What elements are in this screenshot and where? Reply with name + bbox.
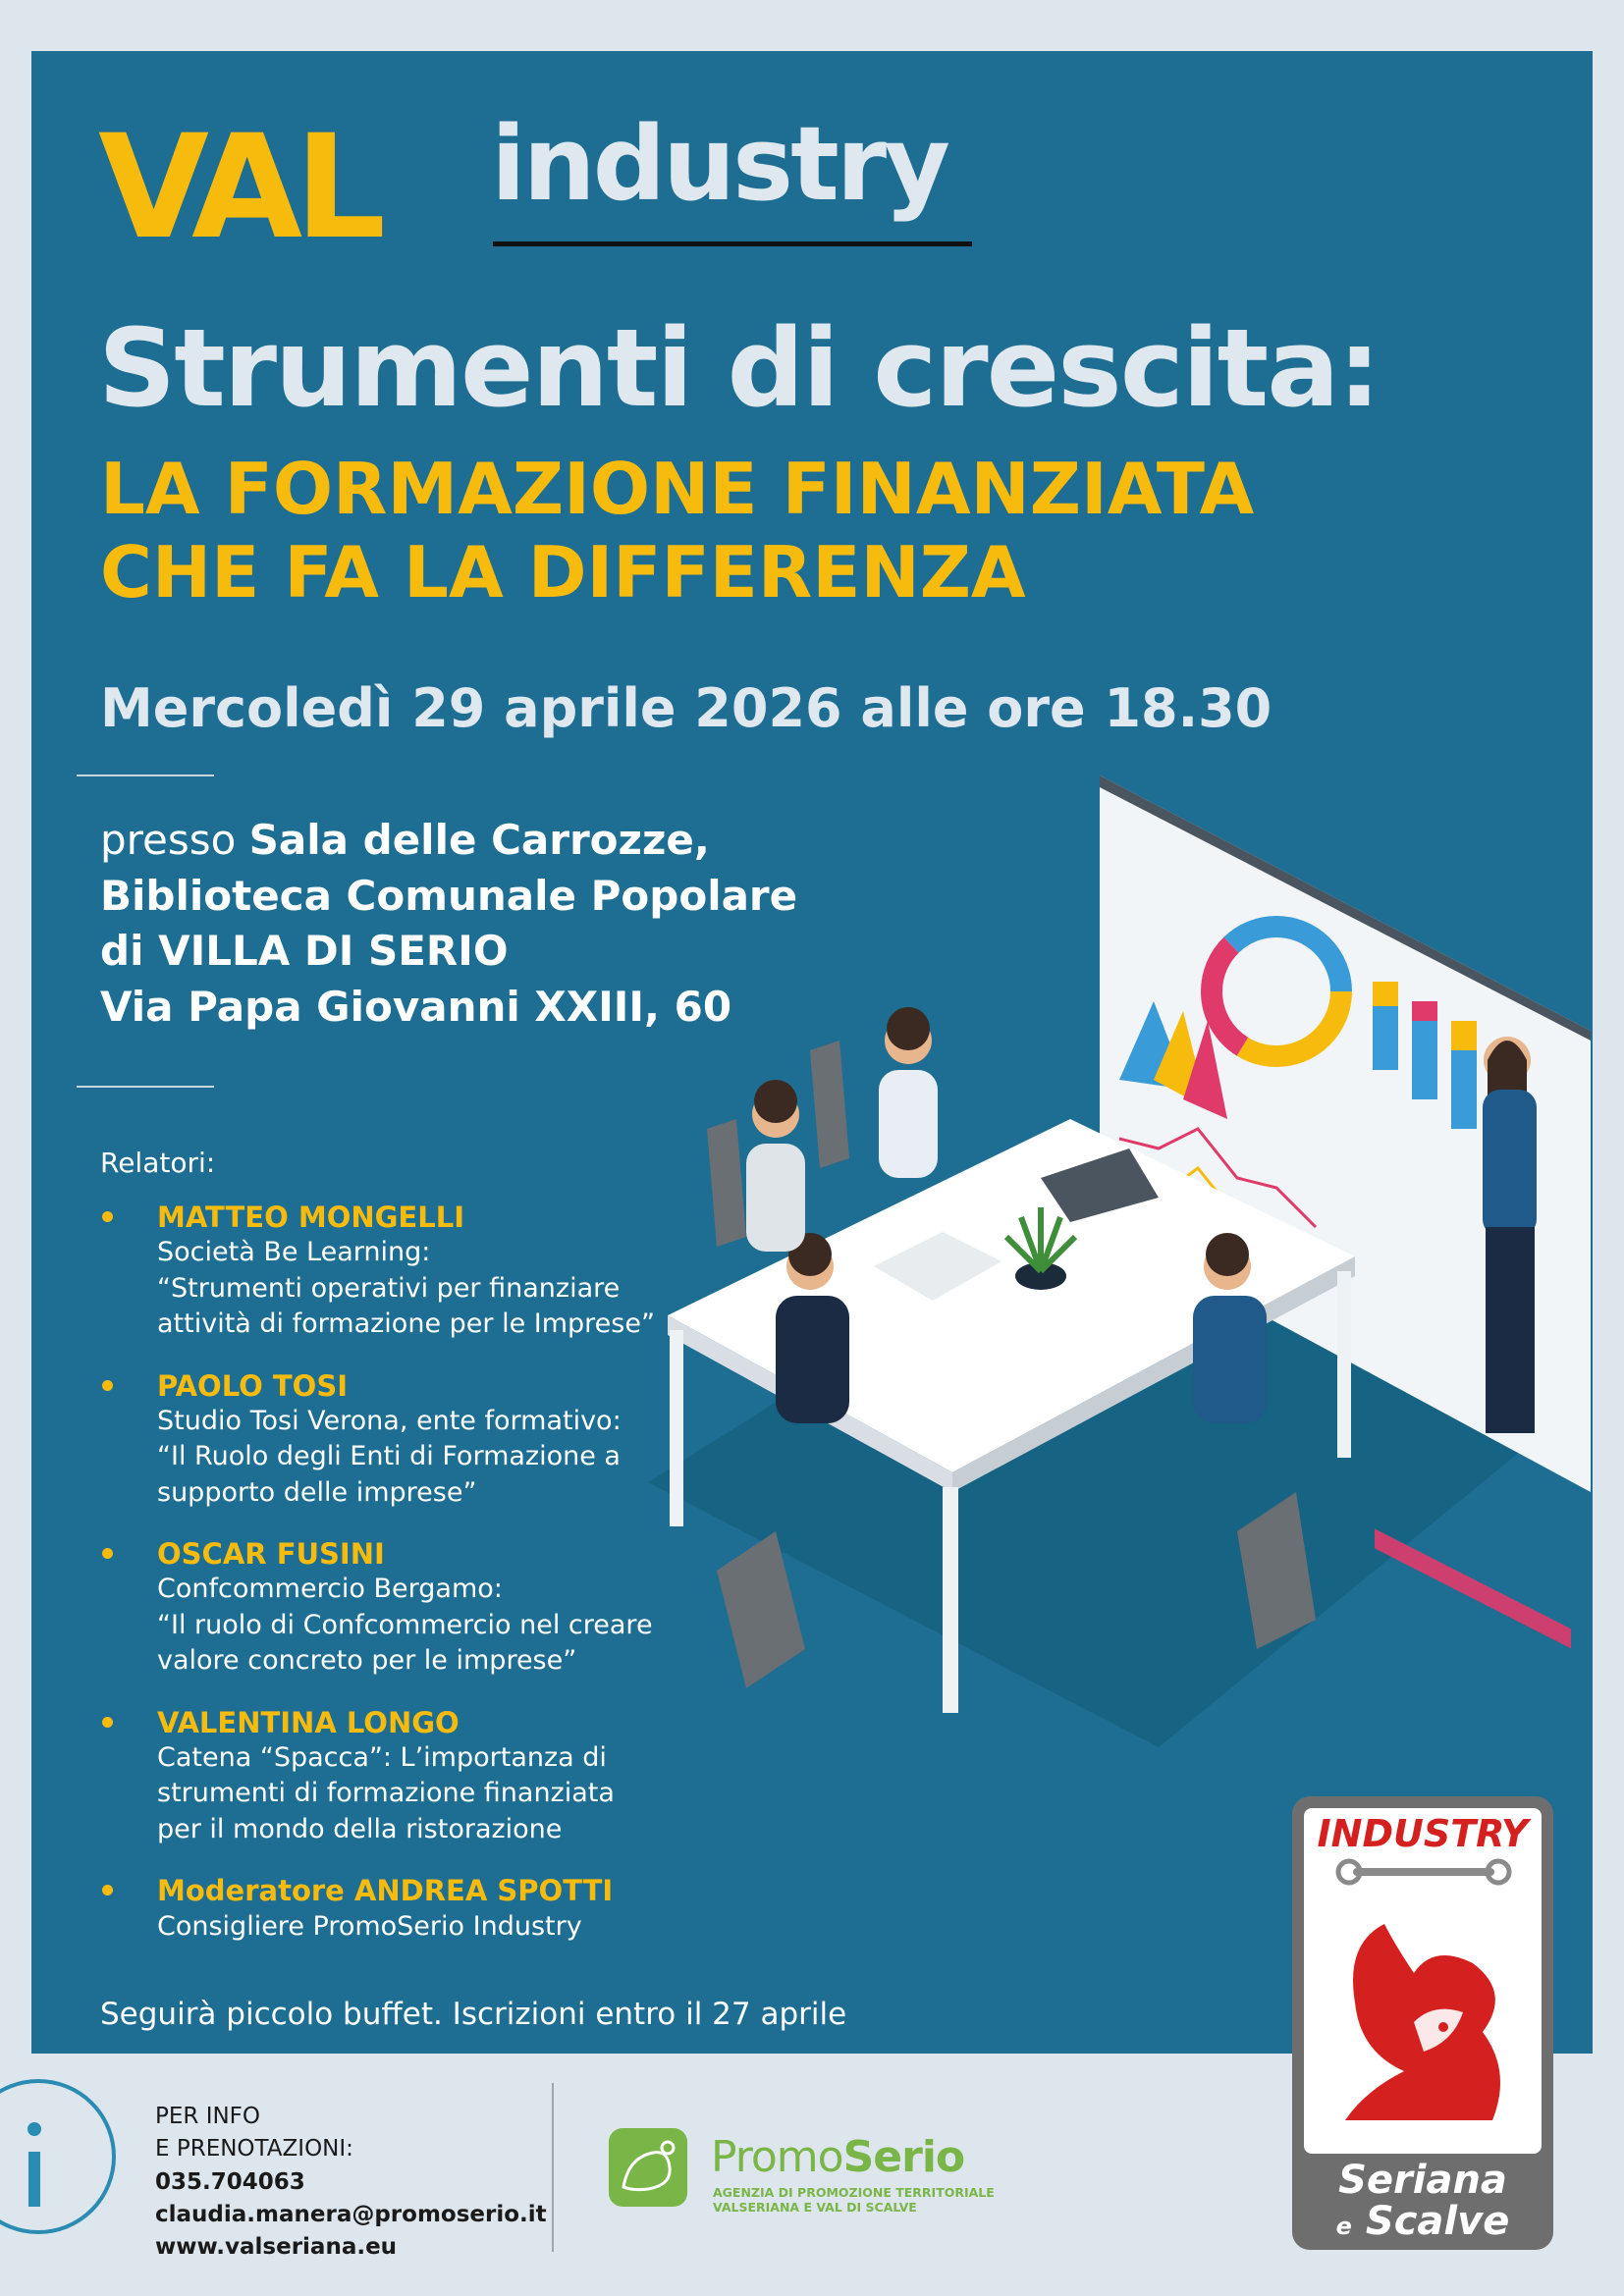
badge-bottom-text (1292, 2160, 1553, 2242)
info-icon-bar (28, 2152, 40, 2207)
industry-logo: industry (491, 104, 947, 224)
venue-prefix: presso (100, 816, 237, 864)
subtitle-line-1: LA FORMAZIONE FINANZIATA (100, 448, 1255, 530)
industry-underline (493, 241, 972, 246)
divider-bottom (77, 1086, 214, 1088)
promoserio-fox-icon (609, 2128, 687, 2207)
promoserio-name-b: Serio (842, 2132, 965, 2182)
speaker-detail: per il mondo della ristorazione (157, 1813, 563, 1844)
speaker-name: Moderatore ANDREA SPOTTI (157, 1874, 614, 1908)
speakers-label: Relatori: (100, 1147, 216, 1179)
meeting-illustration (609, 766, 1591, 1895)
speaker-name: PAOLO TOSI (157, 1368, 348, 1403)
event-date: Mercoledì 29 aprile 2026 alle ore 18.30 (100, 677, 1272, 739)
promoserio-tag-1: AGENZIA DI PROMOZIONE TERRITORIALE (713, 2185, 995, 2200)
speaker-detail: valore concreto per le imprese” (157, 1645, 577, 1677)
badge-title: INDUSTRY (1317, 1812, 1529, 1855)
speaker-name: VALENTINA LONGO (157, 1705, 460, 1739)
badge-line-1: Seriana (1338, 2158, 1507, 2203)
val-logo: VAL (98, 104, 379, 271)
contact-email[interactable]: claudia.manera@promoserio.it (155, 2202, 547, 2228)
fox-emblem-icon (1326, 1904, 1522, 2130)
subtitle-line-2: CHE FA LA DIFFERENZA (100, 530, 1026, 614)
contact-phone[interactable]: 035.704063 (155, 2168, 305, 2195)
speaker-detail: supporto delle imprese” (157, 1476, 477, 1508)
bullet-icon (102, 1885, 113, 1896)
badge-conj: e (1335, 2213, 1352, 2240)
speaker-detail: Catena “Spacca”: L’importanza di (157, 1741, 607, 1773)
venue-line-4: Via Papa Giovanni XXIII, 60 (100, 983, 732, 1032)
speaker-name: OSCAR FUSINI (157, 1537, 385, 1572)
bullet-icon (102, 1548, 113, 1559)
promoserio-tagline (713, 2185, 995, 2215)
speaker-detail: “Il ruolo di Confcommercio nel creare (157, 1609, 653, 1640)
contact-website[interactable]: www.valseriana.eu (155, 2234, 398, 2261)
divider-top (77, 774, 214, 776)
speaker-detail: Consigliere PromoSerio Industry (157, 1910, 582, 1942)
contact-block (155, 2101, 547, 2265)
speaker-detail: “Strumenti operativi per finanziare (157, 1272, 621, 1304)
footer-note: Seguirà piccolo buffet. Iscrizioni entro il 27 aprile (100, 1997, 847, 2032)
promoserio-name (711, 2132, 964, 2182)
speaker-detail: strumenti di formazione finanziata (157, 1778, 615, 1809)
speaker-name: MATTEO MONGELLI (157, 1201, 464, 1234)
speaker-detail: attività di formazione per le Imprese” (157, 1308, 655, 1340)
bullet-icon (102, 1380, 113, 1391)
contact-label-1: PER INFO (155, 2104, 261, 2129)
promoserio-tag-2: VALSERIANA E VAL DI SCALVE (713, 2200, 917, 2215)
bullet-icon (102, 1717, 113, 1728)
contact-label-2: E PRENOTAZIONI: (155, 2136, 353, 2163)
venue-line-2: Biblioteca Comunale Popolare (100, 871, 798, 920)
speaker-detail: Studio Tosi Verona, ente formativo: (157, 1405, 622, 1436)
badge-line-2: Scalve (1365, 2199, 1510, 2244)
speaker-detail: Società Be Learning: (157, 1237, 431, 1268)
venue-line-1: Sala delle Carrozze, (248, 816, 710, 864)
page-title: Strumenti di crescita: (98, 305, 1380, 431)
speaker-detail: Confcommercio Bergamo: (157, 1574, 503, 1605)
page-subtitle (100, 448, 1254, 614)
wrench-icon (1335, 1857, 1512, 1887)
info-icon (0, 2079, 116, 2234)
promoserio-name-a: Promo (711, 2132, 843, 2182)
bullet-icon (102, 1211, 113, 1222)
venue-line-3: di VILLA DI SERIO (100, 927, 509, 976)
info-icon-dot (27, 2122, 41, 2136)
footer-divider (552, 2083, 554, 2252)
speaker-detail: “Il Ruolo degli Enti di Formazione a (157, 1441, 621, 1472)
